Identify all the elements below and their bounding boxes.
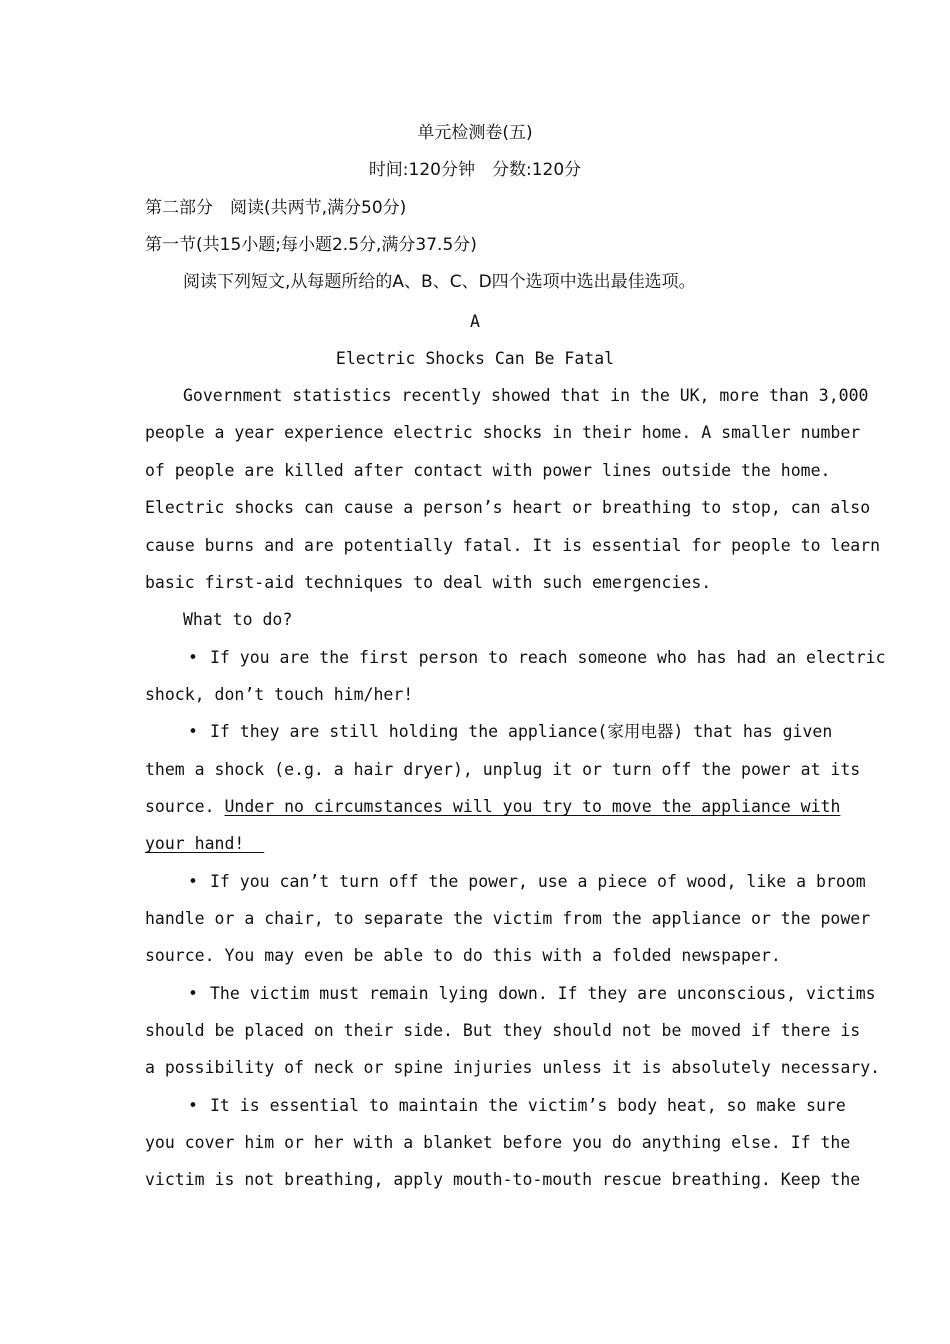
bullet-text: The victim must remain lying down. If they are unconscious, victims: [210, 984, 876, 1003]
paragraph-line: [145, 832, 950, 856]
paragraph-line: shock, don’t touch him/her!: [145, 685, 414, 704]
bullet-text: If you are the first person to reach someone who has had an electric: [210, 648, 886, 667]
section-heading: 第一节(共15小题;每小题2.5分,满分37.5分): [145, 235, 477, 255]
bullet-item: [188, 870, 950, 894]
paragraph-line: source. You may even be able to do this with a folded newspaper.: [145, 946, 781, 965]
paragraph-line: you cover him or her with a blanket before you do anything else. If the: [145, 1133, 851, 1152]
bullet-icon: •: [188, 1096, 198, 1115]
exam-meta: 时间:120分钟 分数:120分: [368, 160, 582, 180]
bullet-icon: •: [188, 984, 198, 1003]
bullet-icon: •: [188, 648, 198, 667]
paragraph-line: should be placed on their side. But they should not be moved if there is: [145, 1021, 861, 1040]
bullet-item: [188, 646, 950, 670]
subheading-what-to-do: What to do?: [183, 610, 293, 629]
underlined-sentence: your hand!: [145, 834, 265, 853]
paragraph-line: victim is not breathing, apply mouth-to-mouth rescue breathing. Keep the: [145, 1170, 861, 1189]
paragraph-line: people a year experience electric shocks in their home. A smaller number: [145, 423, 861, 442]
paragraph-line: cause burns and are potentially fatal. It is essential for people to learn: [145, 536, 881, 555]
bullet-text: If you can’t turn off the power, use a piece of wood, like a broom: [210, 872, 866, 891]
bullet-item: [188, 720, 950, 744]
bullet-text: It is essential to maintain the victim’s body heat, so make sure: [210, 1096, 846, 1115]
paragraph-line: Government statistics recently showed that in the UK, more than 3,000: [183, 386, 869, 405]
bullet-item: [188, 982, 950, 1006]
paragraph-line: them a shock (e.g. a hair dryer), unplug it or turn off the power at its: [145, 760, 861, 779]
paragraph-line: [145, 795, 950, 819]
bullet-icon: •: [188, 872, 198, 891]
paragraph-line: Electric shocks can cause a person’s heart or breathing to stop, can also: [145, 498, 871, 517]
paragraph-line: handle or a chair, to separate the victim from the appliance or the power: [145, 909, 871, 928]
exam-title: 单元检测卷(五): [417, 123, 533, 143]
plain-text: source.: [145, 797, 225, 816]
paragraph-line: of people are killed after contact with power lines outside the home.: [145, 461, 831, 480]
instruction-text: 阅读下列短文,从每题所给的A、B、C、D四个选项中选出最佳选项。: [183, 272, 696, 292]
underlined-sentence: Under no circumstances will you try to move the appliance with: [224, 797, 841, 816]
bullet-item: [188, 1094, 950, 1118]
passage-title: Electric Shocks Can Be Fatal: [335, 349, 615, 368]
part-heading: 第二部分 阅读(共两节,满分50分): [145, 198, 407, 218]
passage-label: A: [470, 312, 480, 331]
paragraph-line: a possibility of neck or spine injuries unless it is absolutely necessary.: [145, 1058, 881, 1077]
bullet-text: If they are still holding the appliance(家用电器) that has given: [210, 722, 833, 741]
bullet-icon: •: [188, 722, 198, 741]
paragraph-line: basic first-aid techniques to deal with such emergencies.: [145, 573, 712, 592]
